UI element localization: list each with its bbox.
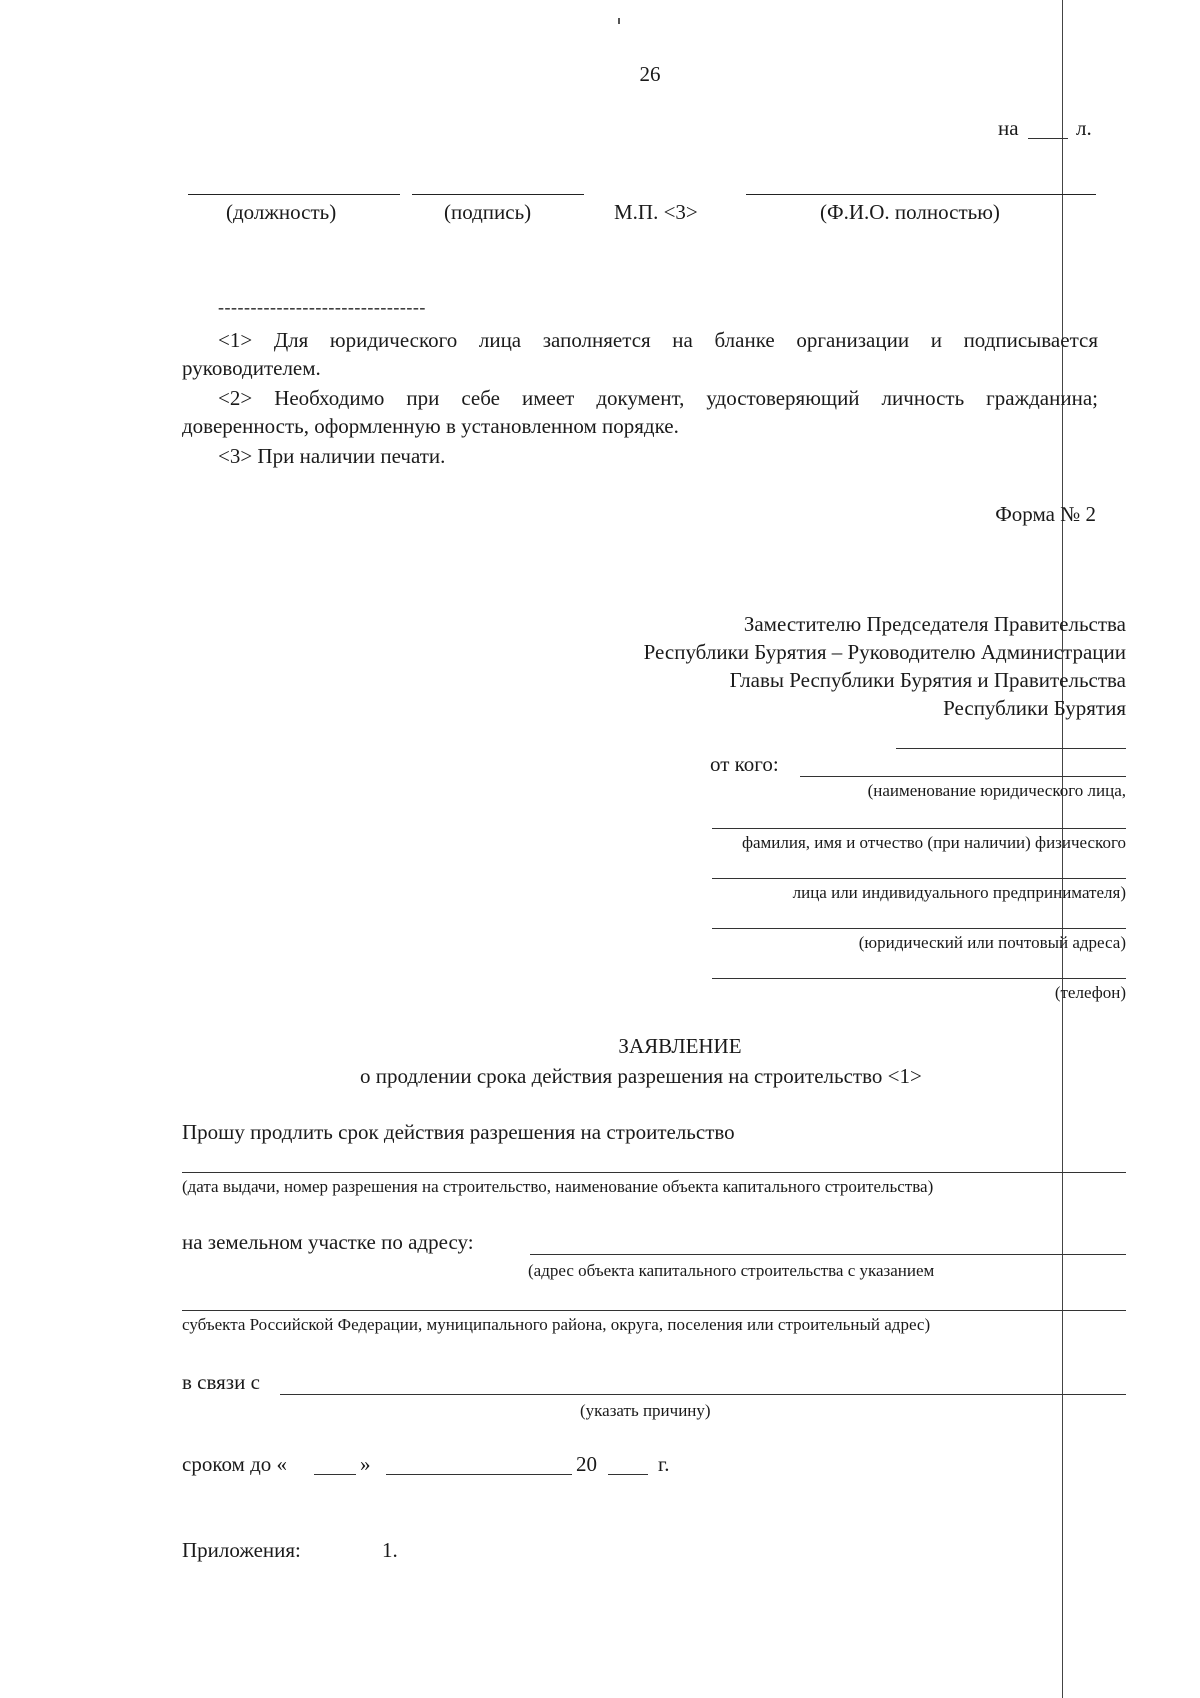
addressee-line-3: Главы Республики Бурятия и Правительства <box>729 668 1126 692</box>
term-month-line <box>386 1474 572 1475</box>
address-line-2 <box>182 1310 1126 1311</box>
stamp-label: М.П. <3> <box>614 200 698 224</box>
from-hint-4: (юридический или почтовый адреса) <box>858 933 1126 952</box>
signature-label: (подпись) <box>444 200 532 224</box>
reason-hint: (указать причину) <box>580 1401 711 1420</box>
term-year: 20 <box>576 1452 597 1476</box>
term-close: » <box>360 1452 371 1476</box>
request-text: Прошу продлить срок действия разрешения на строительство <box>182 1120 735 1144</box>
document-title: ЗАЯВЛЕНИЕ <box>618 1034 742 1058</box>
page-number: 26 <box>639 62 661 86</box>
addressee-line-4: Республики Бурятия <box>943 696 1126 720</box>
scan-speck <box>618 18 620 24</box>
from-line-0 <box>896 748 1126 749</box>
position-label: (должность) <box>226 200 337 224</box>
address-hint-2: субъекта Российской Федерации, муниципального района, округа, поселения или строительный адрес) <box>182 1315 931 1334</box>
land-address-line <box>530 1254 1126 1255</box>
permit-line <box>182 1172 1126 1173</box>
attachment-1: 1. <box>382 1538 398 1562</box>
sheet-count-prefix: на <box>998 116 1019 140</box>
reason-line <box>280 1394 1126 1395</box>
footnote-3: <3> При наличии печати. <box>218 444 446 468</box>
document-subtitle: о продлении срока действия разрешения на строительство <1> <box>360 1064 922 1088</box>
from-line-3 <box>712 878 1126 879</box>
footnote-separator: -------------------------------- <box>218 297 426 317</box>
term-year-line <box>608 1474 648 1475</box>
sheet-count-suffix: л. <box>1076 116 1092 140</box>
attachments-label: Приложения: <box>182 1538 301 1562</box>
position-line <box>188 194 400 195</box>
land-label: на земельном участке по адресу: <box>182 1230 474 1254</box>
permit-hint: (дата выдачи, номер разрешения на строительство, наименование объекта капитального строительства) <box>182 1177 934 1196</box>
sheet-count-line <box>1028 138 1068 139</box>
from-hint-1: (наименование юридического лица, <box>867 781 1126 800</box>
footnote-1-line-2: руководителем. <box>182 356 321 380</box>
term-prefix: сроком до « <box>182 1452 288 1476</box>
from-hint-2: фамилия, имя и отчество (при наличии) физического <box>741 833 1126 852</box>
footnote-2-line-2: доверенность, оформленную в установленном порядке. <box>182 414 679 438</box>
addressee-line-2: Республики Бурятия – Руководителю Администрации <box>643 640 1126 664</box>
from-label: от кого: <box>710 752 779 776</box>
from-line-2 <box>712 828 1126 829</box>
footnote-1-line-1: <1> Для юридического лица заполняется на бланке организации и подписывается <box>218 328 1098 352</box>
form-label: Форма № 2 <box>995 502 1096 526</box>
reason-label: в связи с <box>182 1370 260 1394</box>
from-line-1 <box>800 776 1126 777</box>
fullname-label: (Ф.И.О. полностью) <box>820 200 1000 224</box>
from-line-4 <box>712 928 1126 929</box>
term-day-line <box>314 1474 356 1475</box>
signature-line <box>412 194 584 195</box>
term-suffix: г. <box>658 1452 670 1476</box>
footnote-2-line-1: <2> Необходимо при себе имеет документ, удостоверяющий личность гражданина; <box>218 386 1098 410</box>
address-hint-1: (адрес объекта капитального строительства с указанием <box>528 1261 935 1280</box>
fullname-line <box>746 194 1096 195</box>
from-hint-3: лица или индивидуального предпринимателя) <box>792 883 1126 902</box>
addressee-line-1: Заместителю Председателя Правительства <box>743 612 1126 636</box>
from-hint-5: (телефон) <box>1054 983 1126 1002</box>
from-line-5 <box>712 978 1126 979</box>
